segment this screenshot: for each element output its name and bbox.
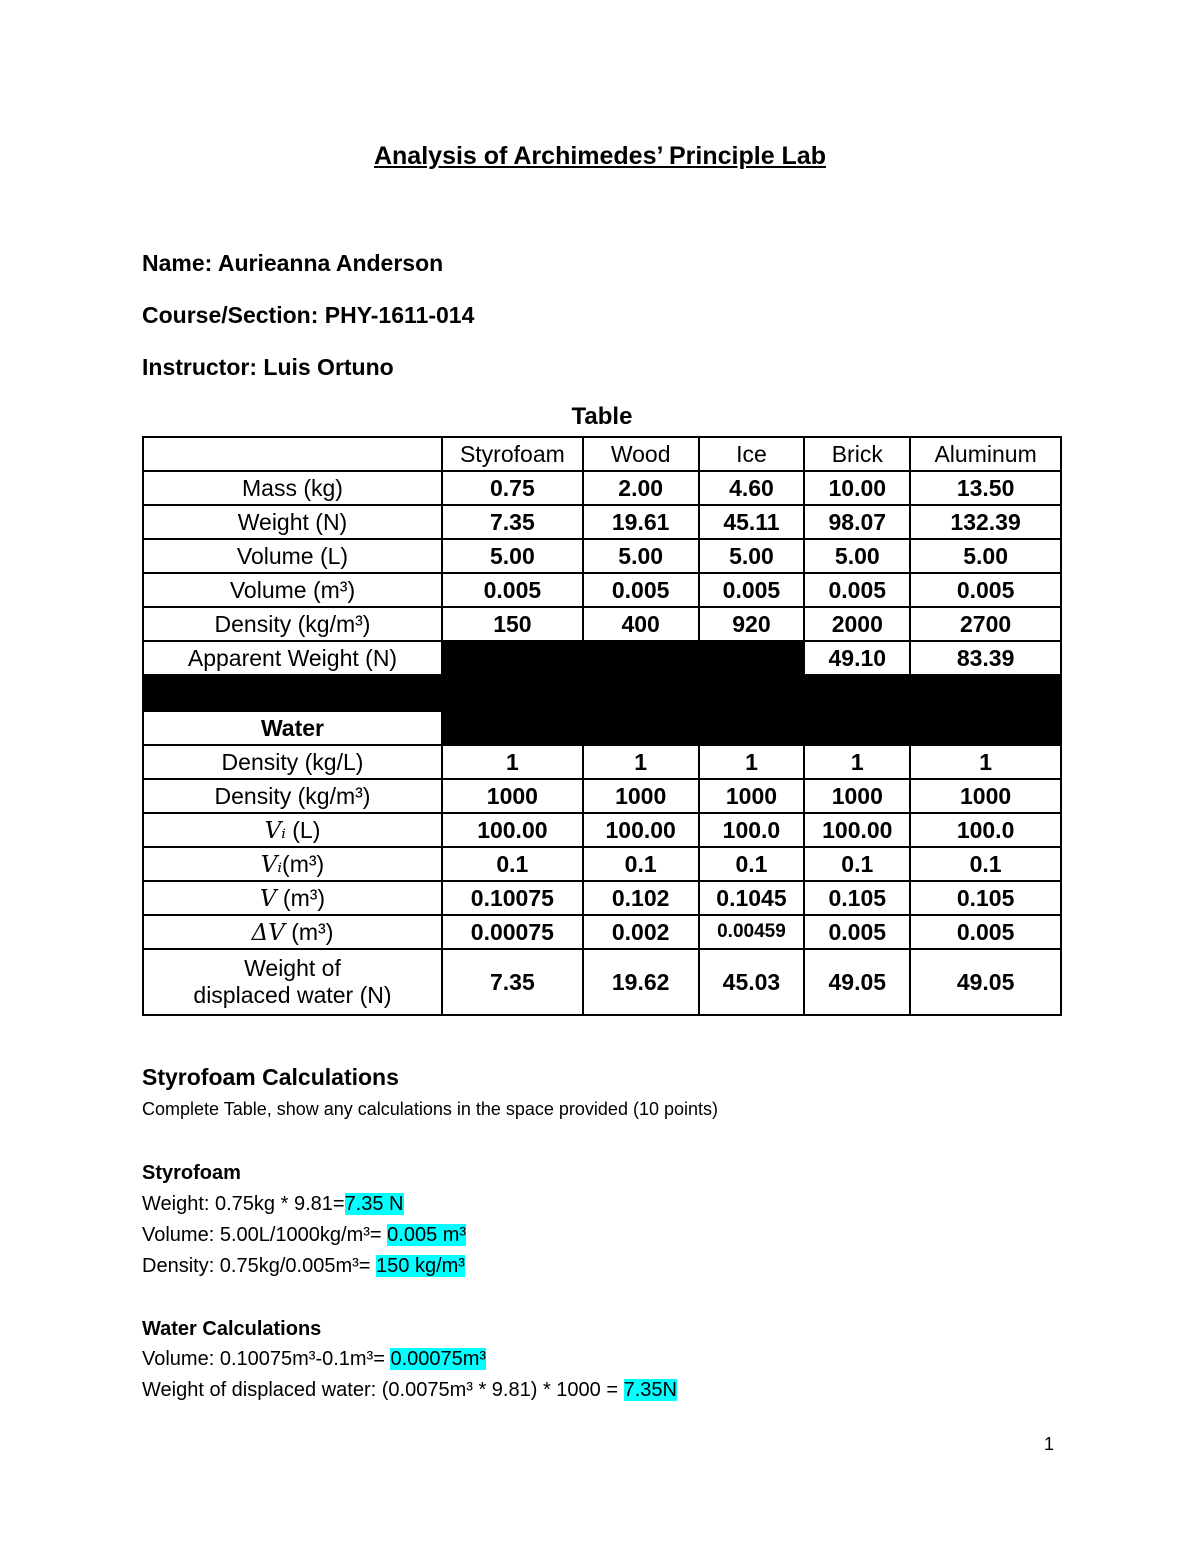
table-cell: 5.00 xyxy=(583,539,699,573)
table-cell: 10.00 xyxy=(804,471,910,505)
table-cell: 2000 xyxy=(804,607,910,641)
unit: (m³) xyxy=(276,884,326,911)
weight-calc xyxy=(142,1193,404,1216)
header-cell: Styrofoam xyxy=(442,437,583,471)
table-cell: 0.1 xyxy=(583,847,699,881)
course-section: Course/Section: PHY-1611-014 xyxy=(142,302,475,328)
table-row xyxy=(143,915,1061,949)
table-cell: 0.005 xyxy=(804,573,910,607)
row-label: Weight (N) xyxy=(143,505,442,539)
symbol: V xyxy=(259,885,277,912)
row-label: Volume (L) xyxy=(143,539,442,573)
table-row xyxy=(143,573,1061,607)
row-label: Mass (kg) xyxy=(143,471,442,505)
row-label xyxy=(143,915,442,949)
table-cell: 1000 xyxy=(699,779,805,813)
table-cell: 1 xyxy=(804,745,910,779)
table-cell: 100.00 xyxy=(804,813,910,847)
table-row xyxy=(143,641,1061,675)
instructor: Instructor: Luis Ortuno xyxy=(142,354,394,380)
water-label: Water xyxy=(143,711,442,745)
row-label xyxy=(143,949,442,1015)
table-cell: 0.75 xyxy=(442,471,583,505)
water-volume-calc xyxy=(142,1348,486,1371)
table-row xyxy=(143,745,1061,779)
row-label xyxy=(143,881,442,915)
calc-subheading: Water Calculations xyxy=(142,1318,322,1340)
table-cell: 98.07 xyxy=(804,505,910,539)
table-row xyxy=(143,949,1061,1015)
row-label: Volume (m³) xyxy=(143,573,442,607)
symbol: ΔV xyxy=(251,919,285,946)
table-row xyxy=(143,539,1061,573)
row-label-line: displaced water (N) xyxy=(193,982,392,1008)
table-cell: 0.00459 xyxy=(699,915,805,949)
page-number: 1 xyxy=(1044,1434,1055,1454)
table-row xyxy=(143,607,1061,641)
row-label: Apparent Weight (N) xyxy=(143,641,442,675)
calc-result: 0.005 m³ xyxy=(387,1224,467,1246)
table-cell: 1 xyxy=(583,745,699,779)
table-cell: 0.005 xyxy=(583,573,699,607)
table-cell: 150 xyxy=(442,607,583,641)
table-cell: 0.005 xyxy=(442,573,583,607)
table-cell: 0.1 xyxy=(804,847,910,881)
table-cell: 0.005 xyxy=(910,573,1061,607)
unit: (m³) xyxy=(284,918,334,945)
table-cell: 45.03 xyxy=(699,949,805,1015)
table-cell: 4.60 xyxy=(699,471,805,505)
calc-result: 7.35 N xyxy=(344,1193,404,1215)
table-cell: 5.00 xyxy=(910,539,1061,573)
table-cell: 0.1 xyxy=(699,847,805,881)
table-row xyxy=(143,847,1061,881)
table-cell: 100.00 xyxy=(442,813,583,847)
calc-text: Density: 0.75kg/0.005m³= xyxy=(142,1255,377,1277)
table-cell: 0.105 xyxy=(804,881,910,915)
table-cell: 0.1045 xyxy=(699,881,805,915)
table-cell: 0.005 xyxy=(699,573,805,607)
table-cell: 2700 xyxy=(910,607,1061,641)
table-cell: 1 xyxy=(442,745,583,779)
table-cell: 0.102 xyxy=(583,881,699,915)
table-cell: 0.005 xyxy=(910,915,1061,949)
density-calc xyxy=(142,1255,465,1278)
table-row xyxy=(143,505,1061,539)
section-heading: Styrofoam Calculations xyxy=(142,1064,399,1090)
header-cell: Wood xyxy=(583,437,699,471)
calc-result: 0.00075m³ xyxy=(390,1348,487,1370)
header-cell: Ice xyxy=(699,437,805,471)
table-cell: 1000 xyxy=(804,779,910,813)
table-cell: 45.11 xyxy=(699,505,805,539)
table-cell: 1000 xyxy=(910,779,1061,813)
table-row xyxy=(143,813,1061,847)
table-row xyxy=(143,779,1061,813)
table-cell: 49.10 xyxy=(804,641,910,675)
table-cell: 7.35 xyxy=(442,505,583,539)
unit: (m³) xyxy=(282,850,325,877)
header-cell: Aluminum xyxy=(910,437,1061,471)
volume-calc xyxy=(142,1224,466,1247)
row-label: Density (kg/L) xyxy=(143,745,442,779)
table-cell: 1 xyxy=(699,745,805,779)
row-label: Density (kg/m³) xyxy=(143,607,442,641)
table-cell: 1000 xyxy=(442,779,583,813)
table-cell: 49.05 xyxy=(804,949,910,1015)
table-cell: 0.002 xyxy=(583,915,699,949)
table-cell: 5.00 xyxy=(442,539,583,573)
table-cell: 0.005 xyxy=(804,915,910,949)
table-cell: 19.62 xyxy=(583,949,699,1015)
calc-result: 7.35N xyxy=(623,1379,677,1401)
table-row xyxy=(143,471,1061,505)
table-cell: 0.1 xyxy=(442,847,583,881)
symbol: Vᵢ xyxy=(260,851,283,878)
table-cell: 19.61 xyxy=(583,505,699,539)
blacked-out-cell xyxy=(442,711,1061,745)
table-cell: 83.39 xyxy=(910,641,1061,675)
table-cell: 920 xyxy=(699,607,805,641)
row-label-line: Weight of xyxy=(244,955,341,981)
table-cell: 100.0 xyxy=(699,813,805,847)
water-weight-calc xyxy=(142,1379,677,1402)
table-cell: 13.50 xyxy=(910,471,1061,505)
symbol: Vᵢ xyxy=(264,817,286,844)
table-caption: Table xyxy=(571,403,633,430)
water-header-row xyxy=(143,711,1061,745)
blacked-out-row xyxy=(143,675,1061,711)
table-cell: 49.05 xyxy=(910,949,1061,1015)
calc-text: Volume: 0.10075m³-0.1m³= xyxy=(142,1348,391,1370)
instructions-note: Complete Table, show any calculations in the space provided (10 points) xyxy=(142,1099,718,1119)
table-cell: 0.1 xyxy=(910,847,1061,881)
blacked-out-cell xyxy=(442,641,804,675)
calc-result: 150 kg/m³ xyxy=(376,1255,465,1277)
header-cell xyxy=(143,437,442,471)
table-cell: 0.00075 xyxy=(442,915,583,949)
table-cell: 1000 xyxy=(583,779,699,813)
row-label xyxy=(143,847,442,881)
table-cell: 400 xyxy=(583,607,699,641)
row-label: Density (kg/m³) xyxy=(143,779,442,813)
calc-text: Volume: 5.00L/1000kg/m³= xyxy=(142,1224,388,1246)
calc-text: Weight: 0.75kg * 9.81= xyxy=(142,1193,345,1215)
table-cell: 100.0 xyxy=(910,813,1061,847)
calc-subheading: Styrofoam xyxy=(142,1162,241,1184)
unit: (L) xyxy=(285,816,321,843)
data-table xyxy=(142,436,1062,1016)
separator-row xyxy=(143,675,1061,711)
table-cell: 7.35 xyxy=(442,949,583,1015)
document-title: Analysis of Archimedes’ Principle Lab xyxy=(373,142,826,170)
student-name: Name: Aurieanna Anderson xyxy=(142,250,444,276)
table-cell: 5.00 xyxy=(699,539,805,573)
table-cell: 100.00 xyxy=(583,813,699,847)
table-cell: 0.105 xyxy=(910,881,1061,915)
table-header-row xyxy=(143,437,1061,471)
table-row xyxy=(143,881,1061,915)
row-label xyxy=(143,813,442,847)
table-cell: 1 xyxy=(910,745,1061,779)
header-cell: Brick xyxy=(804,437,910,471)
table-cell: 132.39 xyxy=(910,505,1061,539)
table-cell: 5.00 xyxy=(804,539,910,573)
table-cell: 2.00 xyxy=(583,471,699,505)
calc-text: Weight of displaced water: (0.0075m³ * 9.81) * 1000 = xyxy=(142,1379,624,1401)
table-cell: 0.10075 xyxy=(442,881,583,915)
